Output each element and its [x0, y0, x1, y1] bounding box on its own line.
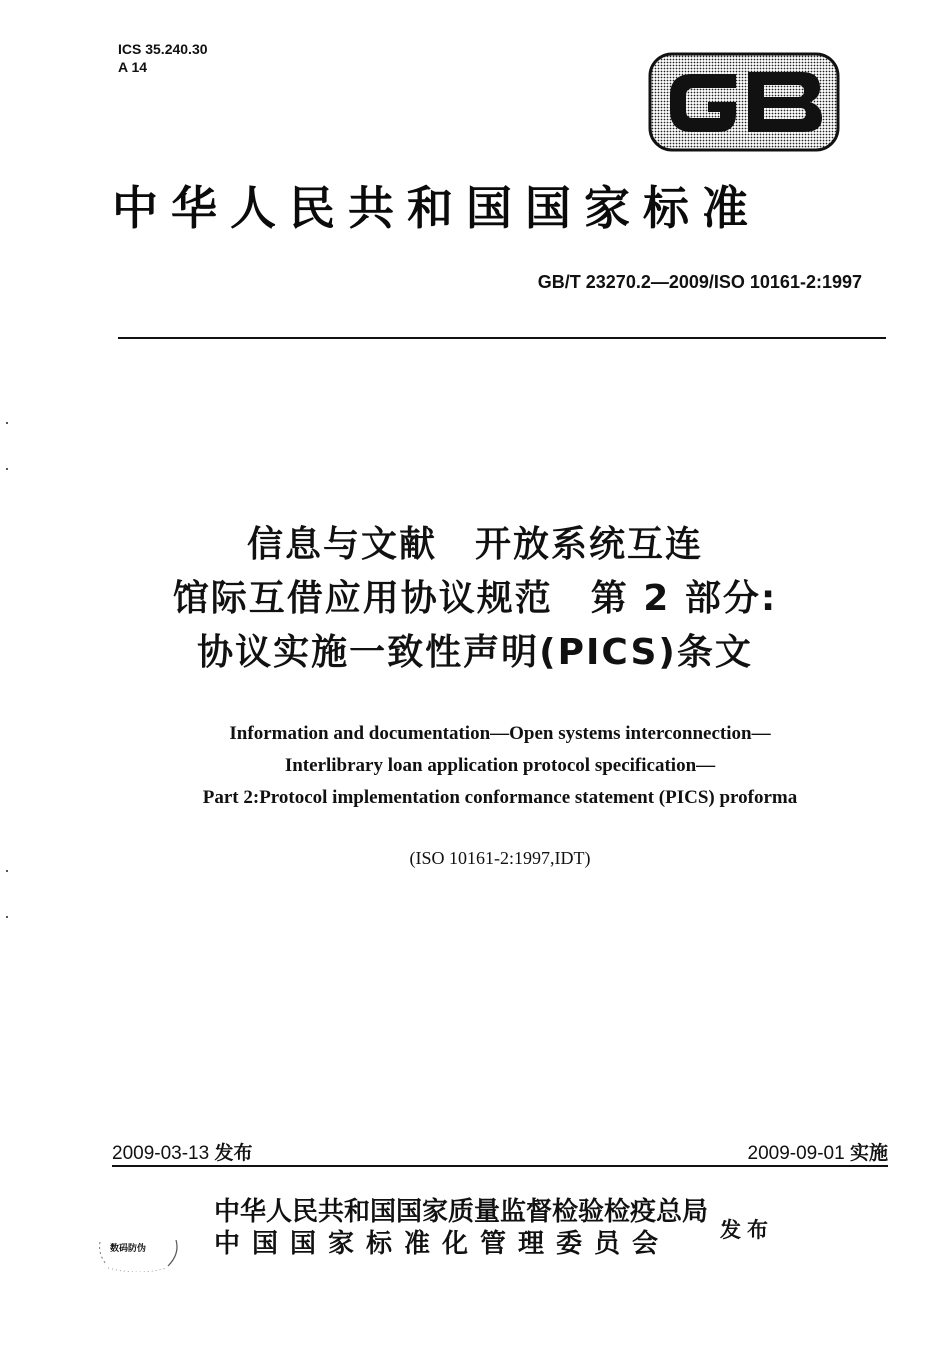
issued-label: 发布 — [720, 1218, 774, 1242]
scan-mark — [6, 916, 8, 918]
standard-number: GB/T 23270.2—2009/ISO 10161-2:1997 — [537, 272, 862, 292]
issuer-aqsiq: 中华人民共和国国家质量监督检验检疫总局 — [214, 1197, 709, 1227]
ics-code: ICS 35.240.30 — [118, 41, 208, 57]
chinese-title — [0, 518, 950, 680]
chinese-title-line-1: 信息与文献 开放系统互连 — [246, 524, 703, 565]
effective-date — [748, 1138, 889, 1165]
effective-date-value: 2009-09-01 — [747, 1143, 845, 1164]
chinese-title-line-2: 馆际互借应用协议规范 第 2 部分: — [172, 578, 778, 619]
scan-mark — [6, 870, 8, 872]
ccs-code: A 14 — [118, 59, 148, 75]
standard-type-title: 中华人民共和国国家标准 — [112, 181, 761, 235]
english-title-line-1: Information and documentation—Open systems interconnection— — [229, 723, 771, 744]
chinese-title-line-3: 协议实施一致性声明(PICS)条文 — [197, 632, 753, 673]
issuing-authorities — [214, 1196, 708, 1260]
scan-mark — [6, 422, 8, 424]
gb-logo — [648, 52, 840, 152]
header-divider — [118, 337, 886, 339]
iso-reference: (ISO 10161-2:1997,IDT) — [409, 848, 591, 868]
publish-date — [112, 1138, 253, 1165]
effective-date-label: 实施 — [849, 1142, 888, 1164]
english-title-line-2: Interlibrary loan application protocol specification— — [284, 755, 716, 776]
footer-divider — [112, 1165, 888, 1167]
anti-counterfeit-label: 数码防伪 — [110, 1244, 147, 1254]
issuer-sac: 中国国家标准化管理委员会 — [214, 1229, 671, 1259]
publish-date-label: 发布 — [214, 1142, 253, 1164]
scan-mark — [6, 468, 8, 470]
english-title — [0, 718, 950, 814]
classification-codes — [118, 40, 208, 76]
publish-date-value: 2009-03-13 — [112, 1143, 210, 1164]
english-title-line-3: Part 2:Protocol implementation conformance statement (PICS) proforma — [202, 787, 798, 808]
